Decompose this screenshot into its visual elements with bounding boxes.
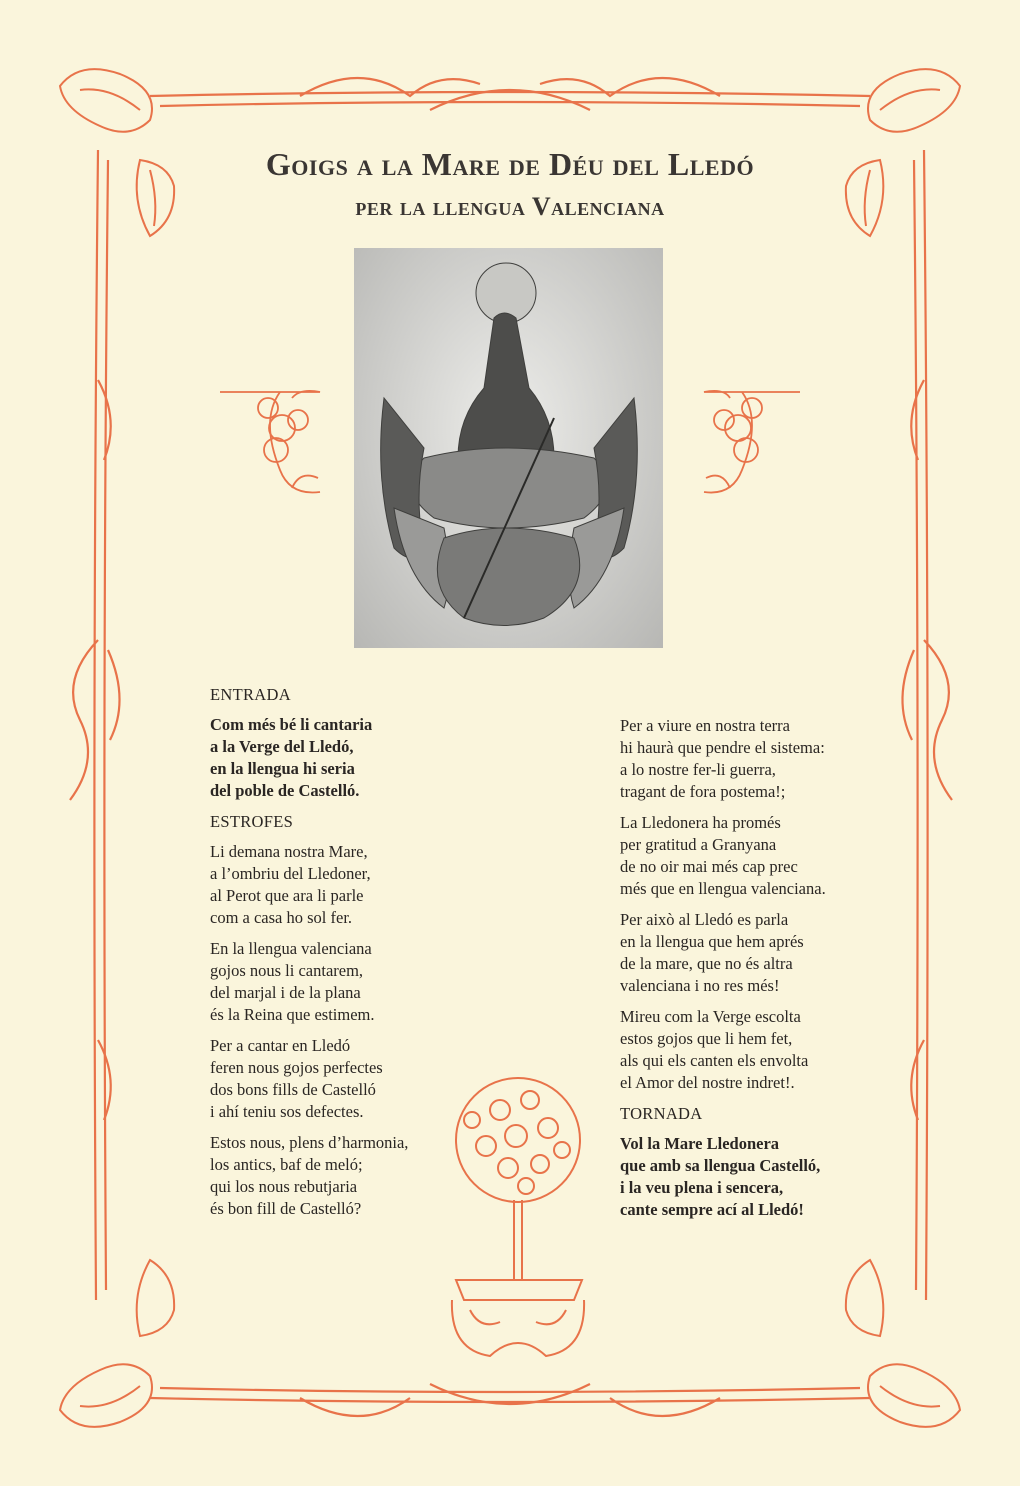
verse-line: los antics, baf de meló; [210, 1155, 363, 1174]
verse-line: Com més bé li cantaria [210, 715, 373, 734]
verse-line: que amb sa llengua Castelló, [620, 1156, 821, 1175]
verse-line: Estos nous, plens d’harmonia, [210, 1133, 409, 1152]
entrada-label: ENTRADA [210, 685, 291, 704]
verse-line: dos bons fills de Castelló [210, 1080, 376, 1099]
verse-line: cante sempre ací al Lledó! [620, 1200, 804, 1219]
verse-line: i la veu plena i sencera, [620, 1178, 784, 1197]
right-fruit-ornament [704, 391, 800, 493]
verse-line: del poble de Castelló. [210, 781, 360, 800]
right-column [620, 715, 910, 1230]
stanza [620, 812, 910, 900]
verse-line: per gratitud a Granyana [620, 835, 777, 854]
verse-line: a l’ombriu del Lledoner, [210, 864, 371, 883]
stanza [620, 715, 910, 803]
estrofes-label: ESTROFES [210, 812, 294, 831]
verse-line: en la llengua hi seria [210, 759, 355, 778]
verse-line: del marjal i de la plana [210, 983, 361, 1002]
tornada-stanza [620, 1133, 910, 1221]
verse-line: en la llengua que hem aprés [620, 932, 804, 951]
virgin-statue-photo [354, 248, 663, 648]
verse-line: a lo nostre fer-li guerra, [620, 760, 776, 779]
verse-line: feren nous gojos perfectes [210, 1058, 383, 1077]
verse-line: Per a cantar en Lledó [210, 1036, 351, 1055]
page-title: Goigs a la Mare de Déu del Lledó [265, 146, 755, 182]
verse-line: Per a viure en nostra terra [620, 716, 790, 735]
verse-line: La Lledonera ha promés [620, 813, 781, 832]
tornada-label: TORNADA [620, 1104, 703, 1123]
verse-line: i ahí teniu sos defectes. [210, 1102, 364, 1121]
verse-line: com a casa ho sol fer. [210, 908, 353, 927]
stanza [620, 1006, 910, 1094]
verse-line: és la Reina que estimem. [210, 1005, 375, 1024]
stanza [210, 938, 550, 1026]
entrada-stanza [210, 714, 550, 802]
page-subtitle: per la llengua Valenciana [355, 192, 665, 221]
verse-line: Li demana nostra Mare, [210, 842, 368, 861]
verse-line: és bon fill de Castelló? [210, 1199, 362, 1218]
stanza [210, 1035, 550, 1123]
verse-line: de la mare, que no és altra [620, 954, 793, 973]
verse-line: a la Verge del Lledó, [210, 737, 354, 756]
verse-line: tragant de fora postema!; [620, 782, 786, 801]
verse-line: estos gojos que li hem fet, [620, 1029, 793, 1048]
verse-line: de no oir mai més cap prec [620, 857, 798, 876]
verse-line: valenciana i no res més! [620, 976, 780, 995]
stanza [210, 841, 550, 929]
verse-line: En la llengua valenciana [210, 939, 372, 958]
verse-line: hi haurà que pendre el sistema: [620, 738, 825, 757]
left-fruit-ornament [220, 391, 320, 493]
verse-line: al Perot que ara li parle [210, 886, 364, 905]
verse-line: Per això al Lledó es parla [620, 910, 789, 929]
verse-line: als qui els canten els envolta [620, 1051, 809, 1070]
verse-line: Vol la Mare Lledonera [620, 1134, 780, 1153]
verse-line: qui los nous rebutjaria [210, 1177, 358, 1196]
verse-line: més que en llengua valenciana. [620, 879, 826, 898]
stanza [210, 1132, 550, 1220]
verse-line: el Amor del nostre indret!. [620, 1073, 795, 1092]
verse-line: gojos nous li cantarem, [210, 961, 364, 980]
stanza [620, 909, 910, 997]
verse-line: Mireu com la Verge escolta [620, 1007, 801, 1026]
left-column [210, 684, 550, 1229]
